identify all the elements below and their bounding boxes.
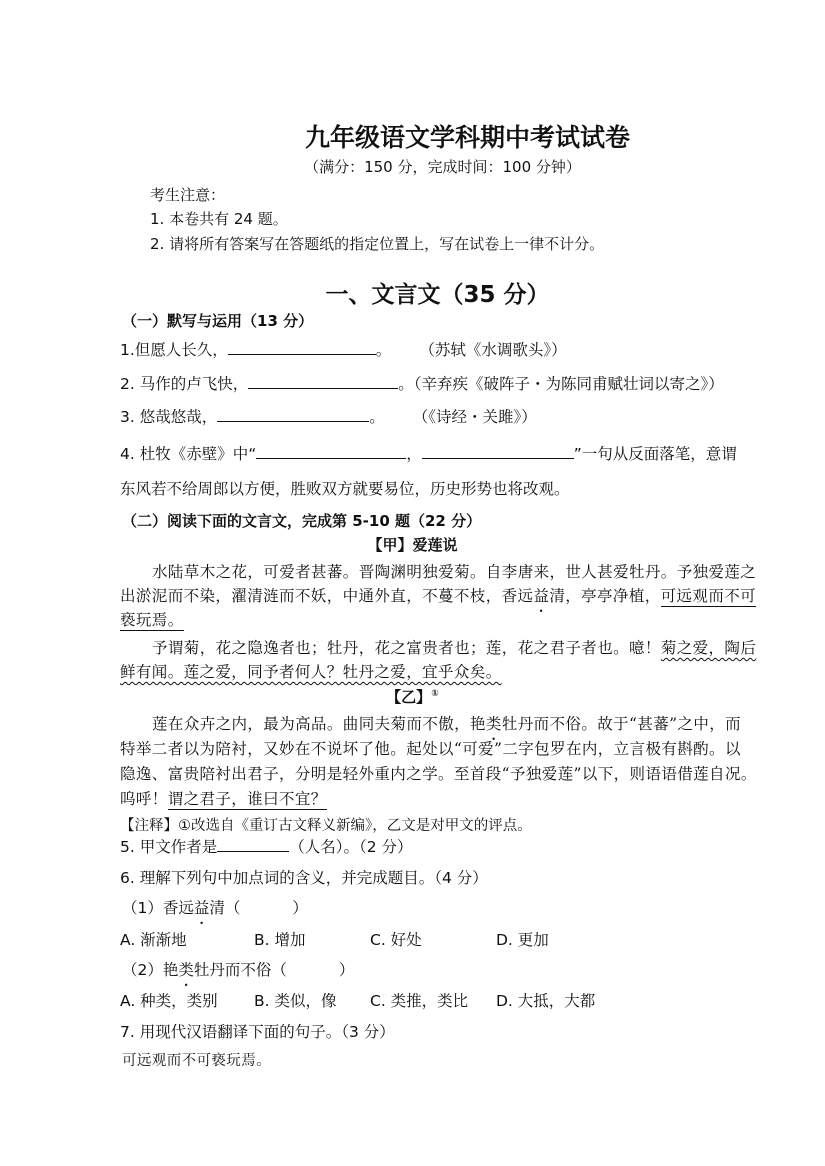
dotted-word-yi: 益 — [533, 587, 550, 605]
passage-b-line2: 特举二者以为陪衬，又妙在不说坏了他。起处以“可爱”二字包罗在内，立言极有斟酌。以 — [120, 740, 741, 758]
q1-answer-blank[interactable] — [228, 340, 376, 355]
q6-sub1-close: ） — [292, 899, 308, 917]
q4-prefix: 4. 杜牧《赤壁》中“ — [120, 445, 257, 463]
q2-prefix: 2. 马作的卢飞快， — [120, 375, 249, 393]
part2-heading: （二）阅读下面的文言文，完成第 5-10 题（22 分） — [122, 512, 482, 530]
passage-b-line3: 隐逸、富贵陪衬出君子，分明是轻外重内之学。至首段“予独爱莲”以下，则语语借莲自况。 — [120, 765, 757, 783]
q6-sub-1 — [122, 896, 308, 918]
passage-b-title-text: 【乙】 — [386, 688, 432, 706]
question-2 — [120, 372, 724, 394]
option-c[interactable]: C. 类推，类比 — [370, 992, 469, 1010]
q2-source: （辛弃疾《破阵子・为陈同甫赋壮词以寄之》） — [413, 375, 724, 393]
option-b[interactable]: B. 增加 — [254, 931, 306, 949]
question-6: 6. 理解下列句中加点词的含义，并完成题目。（4 分） — [120, 869, 488, 887]
q6-sub2-options — [0, 989, 825, 1011]
passage-a-p1-line3 — [120, 608, 184, 630]
notice-heading: 考生注意： — [150, 186, 226, 204]
q3-source: （《诗经・关雎》） — [412, 408, 537, 426]
q3-answer-blank[interactable] — [217, 407, 369, 422]
wavy-underlined-sentence: 鲜有闻。莲之爱，同予者何人？牡丹之爱，宜乎众矣。 — [120, 663, 502, 681]
q6-sub-2 — [122, 958, 354, 980]
notice-item-2: 2. 请将所有答案写在答题纸的指定位置上，写在试卷上一律不计分。 — [150, 235, 605, 253]
q4-suffix: ”一句从反面落笔，意谓 — [573, 445, 737, 463]
q2-answer-blank[interactable] — [248, 374, 398, 389]
q6-sub1-options — [0, 928, 825, 950]
option-d[interactable]: D. 更加 — [496, 931, 549, 949]
option-c[interactable]: C. 好处 — [370, 931, 422, 949]
q6-sub2-text: 牡丹而不俗（ — [193, 961, 287, 979]
notice-item-1: 1. 本卷共有 24 题。 — [150, 210, 288, 228]
section-title: 一、文言文（35 分） — [325, 282, 550, 308]
option-a[interactable]: A. 种类，类别 — [120, 992, 218, 1010]
q5-answer-blank[interactable] — [217, 837, 289, 852]
q6-sub2-close: ） — [338, 961, 355, 979]
q2-suffix: 。 — [398, 375, 414, 393]
passage-b-title — [0, 686, 825, 707]
part1-heading: （一）默写与运用（13 分） — [122, 312, 314, 330]
passage-a-p1-line1: 水陆草木之花，可爱者甚蕃。晋陶渊明独爱菊。自李唐来，世人甚爱牡丹。予独爱莲之 — [152, 563, 757, 581]
underlined-sentence: 亵玩焉。 — [120, 611, 184, 629]
q4-answer-blank-1[interactable] — [256, 444, 406, 459]
q7-sentence: 可远观而不可亵玩焉。 — [122, 1053, 271, 1069]
q6-sub1-text: （1）香远 — [122, 899, 194, 917]
question-7: 7. 用现代汉语翻译下面的句子。（3 分） — [120, 1023, 395, 1041]
passage-a-text: 予谓菊，花之隐逸者也；牡丹，花之富贵者也；莲，花之君子者也。噫！ — [152, 639, 661, 657]
page-title: 九年级语文学科期中考试试卷 — [304, 123, 630, 152]
passage-a-text: 清，亭亭净植， — [549, 587, 661, 605]
q1-suffix: 。 — [375, 341, 392, 359]
q4-answer-blank-2[interactable] — [422, 444, 574, 459]
dotted-word-lei: 类 — [178, 961, 194, 979]
dotted-word-lei: 类 — [485, 715, 502, 733]
q3-suffix: 。 — [369, 408, 385, 426]
question-5 — [120, 835, 413, 857]
q5-prefix: 5. 甲文作者是 — [120, 838, 218, 856]
question-3 — [120, 405, 537, 427]
q6-sub1-text: 清（ — [209, 899, 241, 917]
q4-line-2: 东风若不给周郎以方便，胜败双方就要易位，历史形势也将改观。 — [120, 480, 570, 498]
passage-a-p2-line2 — [120, 660, 502, 682]
wavy-underlined-sentence: 菊之爱，陶后 — [660, 639, 757, 657]
q3-prefix: 3. 悠哉悠哉， — [120, 408, 218, 426]
option-d[interactable]: D. 大抵，大都 — [496, 992, 596, 1010]
passage-b-line1 — [152, 712, 741, 734]
question-4 — [120, 442, 737, 464]
underlined-sentence: 可远观而不可 — [660, 587, 757, 605]
passage-a-text: 出淤泥而不染，濯清涟而不妖，中通外直，不蔓不枝，香远 — [120, 587, 534, 605]
option-b[interactable]: B. 类似，像 — [254, 992, 337, 1010]
passage-b-text: 牡丹而不俗。故于“甚蕃”之中，而 — [501, 715, 742, 733]
q1-source: （苏轼《水调歌头》） — [419, 341, 567, 359]
passage-a-title: 【甲】爱莲说 — [367, 536, 458, 554]
passage-a-p2-line1 — [152, 636, 756, 658]
q5-suffix: （人名）。（2 分） — [289, 838, 413, 856]
q1-prefix: 1.但愿人长久， — [120, 341, 228, 359]
question-1 — [120, 338, 567, 360]
option-a[interactable]: A. 渐渐地 — [120, 931, 187, 949]
page-subtitle: （满分：150 分，完成时间：100 分钟） — [304, 158, 581, 176]
passage-a-p1-line2 — [120, 584, 756, 606]
footnote-mark: ① — [431, 689, 439, 699]
q6-sub2-text: （2）艳 — [122, 961, 179, 979]
passage-b-text: 呜呼！ — [120, 790, 168, 808]
dotted-word-yi: 益 — [193, 899, 210, 917]
annotation-note: 【注释】①改选自《重订古文释义新编》，乙文是对甲文的评点。 — [120, 818, 532, 834]
passage-b-line4 — [120, 787, 327, 809]
underlined-sentence: 谓之君子，谁曰不宜？ — [167, 790, 327, 808]
passage-b-text: 莲在众卉之内，最为高品。曲同夫菊而不傲，艳 — [152, 715, 486, 733]
q4-separator: ， — [406, 445, 422, 463]
